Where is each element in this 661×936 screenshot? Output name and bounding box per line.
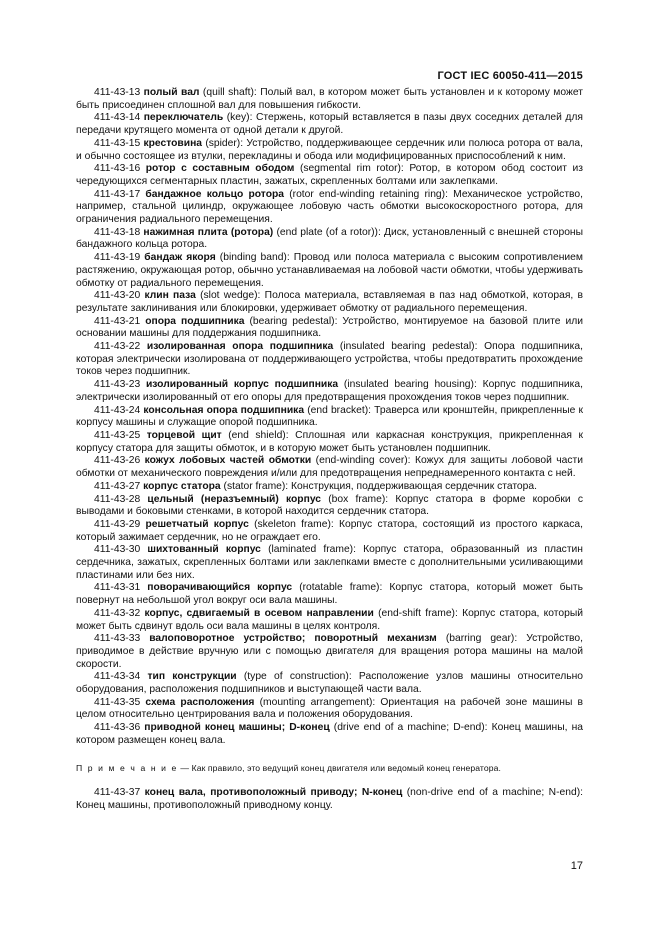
definition-entry	[76, 481, 583, 494]
definition-entry	[76, 227, 583, 252]
entry-definition: (end bracket): Траверса или кронштейн, прикрепленные к корпусу машины и служащие опорой подшипника.	[76, 404, 583, 429]
entry-definition: (rotatable frame): Корпус статора, который может быть повернут на небольшой угол вокруг оси вала машины.	[76, 582, 584, 607]
entry-number: 411-43-24	[94, 404, 141, 416]
entry-definition: (binding band): Провод или полоса материала с высоким сопротивлением растяжению, окружающая ротор, обычно устанавливаемая на лобовой части обмотки, чтобы удерживать обмотку от радиального перемещения.	[76, 252, 583, 289]
entry-term: бандаж якоря	[144, 252, 216, 264]
definition-entry	[76, 671, 583, 696]
entry-definition: (non-drive end of a machine; N-end): Конец машины, противоположный приводному концу.	[76, 787, 583, 811]
entry-term: клин паза	[144, 290, 196, 302]
definition-entry	[76, 697, 583, 722]
entry-definition: (drive end of a machine; D-end): Конец машины, на котором размещен конец вала.	[76, 722, 583, 746]
page-number: 17	[570, 860, 583, 872]
definition-entry	[76, 316, 583, 341]
definition-entry	[76, 252, 583, 290]
entry-term: валоповоротное устройство; поворотный механизм	[149, 633, 437, 645]
definition-entry	[76, 430, 583, 455]
entry-number: 411-43-17	[94, 188, 141, 200]
entry-number: 411-43-32	[94, 607, 141, 619]
entry-term: кожух лобовых частей обмотки	[144, 455, 312, 467]
entry-number: 411-43-18	[94, 226, 141, 238]
definition-entry	[76, 787, 583, 812]
entry-number: 411-43-23	[94, 379, 141, 391]
entry-definition: (slot wedge): Полоса материала, вставляемая в паз над обмоткой, которая, в результате заклинивания или блокировки, удерживает обмотку от радиального перемещения.	[76, 290, 583, 314]
entry-number: 411-43-29	[94, 518, 141, 530]
entry-number: 411-43-20	[94, 290, 141, 302]
entry-term: корпус, сдвигаемый в осевом направлении	[144, 607, 374, 619]
entry-definition: (box frame): Корпус статора в форме коробки с выводами и боковыми стенками, в которой находится сердечник статора.	[76, 493, 583, 518]
entry-number: 411-43-26	[94, 455, 141, 467]
entry-term: шихтованный корпус	[147, 544, 261, 556]
definition-entry	[76, 138, 583, 163]
entry-term: приводной конец машины; D-конец	[144, 722, 330, 734]
definition-entry	[76, 290, 583, 315]
entry-definition: (insulated bearing pedestal): Опора подшипника, которая электрически изолирована от поддерживающего устройства, чтобы предотвратить прохождение токов через подшипник.	[76, 341, 583, 378]
entry-definition: (bearing pedestal): Устройство, монтируемое на базовой плите или основании машины для поддержания подшипника.	[76, 315, 583, 340]
entry-definition: (quill shaft): Полый вал, в котором может быть установлен и к которому может быть присоединен сплошной вал для повышения гибкости.	[76, 87, 583, 111]
note-text: — Как правило, это ведущий конец двигателя или ведомый конец генератора.	[177, 762, 501, 773]
entry-definition: (spider): Устройство, поддерживающее сердечник или полюса ротора от вала, и обычно состоящее из втулки, перекладины и обода или модифицированных приспособлений к ним.	[76, 137, 583, 162]
entry-definition: (end-winding cover): Кожух для защиты лобовой части обмотки от механического повреждения и/или для предотвращения непреднамеренного контакта с ней.	[76, 455, 583, 480]
entry-definition: (barring gear): Устройство, приводимое в действие вручную или с помощью двигателя для вращения ротора машины на малой скорости.	[76, 633, 583, 670]
entry-number: 411-43-22	[94, 341, 141, 353]
entry-definition: (end-shift frame): Корпус статора, который может быть сдвинут вдоль оси вала машины в целях контроля.	[76, 607, 583, 632]
definition-entry	[76, 455, 583, 480]
definition-entry	[76, 544, 583, 582]
entry-term: полый вал	[143, 87, 200, 98]
entry-number: 411-43-33	[94, 633, 141, 645]
entry-term: опора подшипника	[145, 315, 245, 327]
entry-term: тип конструкции	[147, 671, 237, 683]
entry-term: ротор с составным ободом	[145, 163, 295, 175]
entry-number: 411-43-14	[94, 112, 141, 124]
definition-entry	[76, 494, 583, 519]
entry-number: 411-43-31	[94, 582, 141, 594]
entry-number: 411-43-19	[94, 252, 141, 264]
definition-entry	[76, 582, 583, 607]
entry-definition: (end plate (of a rotor)): Диск, установленный с внешней стороны бандажного кольца ротора.	[76, 226, 584, 251]
definition-entry	[76, 341, 583, 379]
document-body	[76, 87, 583, 813]
entry-term: крестовина	[143, 137, 203, 149]
entry-definition: (insulated bearing housing): Корпус подшипника, электрически изолированный от его опоры для предотвращения прохождения токов через подшипник.	[76, 379, 583, 403]
entry-number: 411-43-16	[94, 163, 141, 175]
entry-definition: (rotor end-winding retaining ring): Механическое устройство, например, стальной цилиндр, окружающее лобовую часть обмотки высокоскоростного ротора, для ограничения радиального перемещения.	[76, 188, 583, 226]
entry-term: изолированная опора подшипника	[146, 341, 334, 353]
entry-term: поворачивающийся корпус	[147, 582, 293, 594]
document-header: ГОСТ IEC 60050-411—2015	[437, 70, 583, 82]
entry-definition: (type of construction): Расположение узлов машины относительно оборудования, расположения подшипников и выступающей части вала.	[76, 671, 583, 696]
entry-term: решетчатый корпус	[145, 518, 249, 530]
definition-entry	[76, 722, 583, 747]
entry-term: переключатель	[143, 112, 224, 124]
definition-entry	[76, 189, 583, 227]
entry-definition: (stator frame): Конструкция, поддерживающая сердечник статора.	[220, 480, 537, 492]
definition-entry	[76, 112, 583, 137]
definition-entry	[76, 608, 583, 633]
definition-entry	[76, 633, 583, 671]
entry-term: торцевой щит	[146, 429, 222, 441]
entry-term: бандажное кольцо ротора	[145, 188, 285, 200]
entry-term: изолированный корпус подшипника	[145, 379, 339, 391]
entry-number: 411-43-21	[94, 315, 141, 327]
definition-entry	[76, 163, 583, 188]
entry-definition: (skeleton frame): Корпус статора, состоящий из простого каркаса, который зажимает сердечник, но не ограждает его.	[76, 518, 583, 543]
entry-number: 411-43-28	[94, 493, 141, 505]
entry-number: 411-43-35	[94, 696, 141, 708]
entry-term: цельный (неразъемный) корпус	[147, 493, 322, 505]
definition-entry	[76, 519, 583, 544]
entry-term: схема расположения	[145, 696, 255, 708]
entry-number: 411-43-27	[94, 480, 141, 492]
entry-definition: (end shield): Сплошная или каркасная конструкция, прикрепленная к корпусу статора для защиты обмоток, и в которую может быть установлен подшипник.	[76, 429, 583, 454]
entry-definition: (segmental rim rotor): Ротор, в котором обод состоит из чередующихся сегментарных пластин, зажатых, скрепленных болтами или заклепками.	[76, 163, 583, 187]
entry-term: консольная опора подшипника	[143, 404, 305, 416]
note-label: П р и м е ч а н и е	[76, 762, 178, 773]
entry-list	[76, 87, 583, 748]
entry-term: корпус статора	[143, 480, 221, 492]
definition-entry	[76, 87, 583, 112]
note	[76, 762, 583, 775]
entry-number: 411-43-30	[94, 544, 141, 556]
entry-number: 411-43-25	[94, 429, 141, 441]
entry-definition: (mounting arrangement): Ориентация на рабочей зоне машины в целом относительно центрирования вала и положения оборудования.	[76, 696, 583, 721]
entry-number: 411-43-36	[94, 722, 141, 734]
entry-number: 411-43-37	[94, 787, 141, 799]
entry-number: 411-43-15	[94, 137, 141, 149]
entry-term: конец вала, противоположный приводу; N-конец	[144, 787, 403, 799]
entry-number: 411-43-13	[94, 87, 141, 98]
definition-entry	[76, 379, 583, 404]
definition-entry	[76, 405, 583, 430]
entry-number: 411-43-34	[94, 671, 141, 683]
entry-term: нажимная плита (ротора)	[143, 226, 274, 238]
entry-definition: (key): Стержень, который вставляется в пазы двух соседних деталей для передачи крутящего момента от одной детали к другой.	[76, 112, 583, 137]
entry-definition: (laminated frame): Корпус статора, образованный из пластин сердечника, зажатых, скрепленных болтами или заклепками вместе с дополнительными усиливающими пластинами или без них.	[76, 544, 583, 581]
